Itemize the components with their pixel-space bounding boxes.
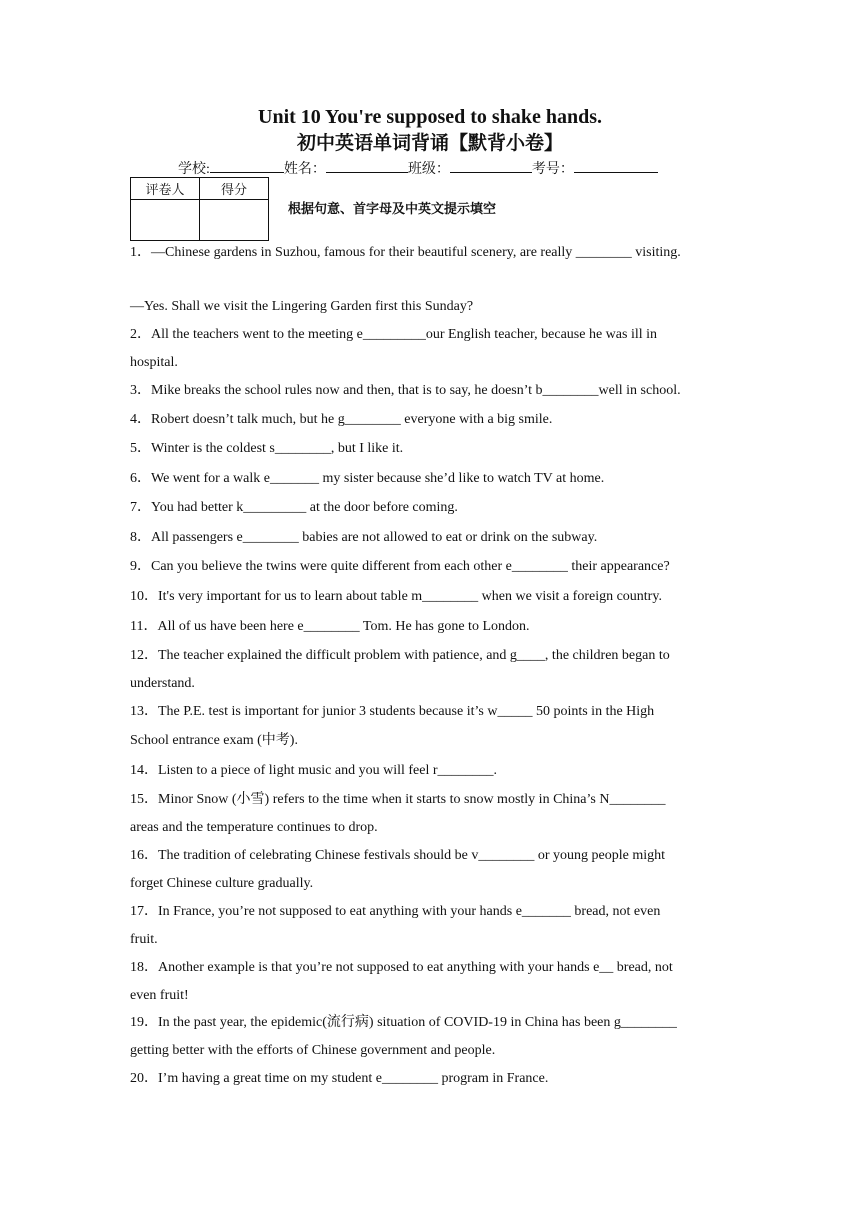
score-cell[interactable] bbox=[200, 200, 269, 241]
question-line: 10．It's very important for us to learn about table m________ when we visit a foreign country. bbox=[130, 589, 662, 604]
question-line: 18．Another example is that you’re not supposed to eat anything with your hands e__ bread, not bbox=[130, 960, 673, 975]
question-line: —Yes. Shall we visit the Lingering Garden first this Sunday? bbox=[130, 299, 474, 314]
question-line: 9．Can you believe the twins were quite different from each other e________ their appearance? bbox=[130, 559, 670, 574]
score-table bbox=[130, 177, 269, 241]
question-line: 13．The P.E. test is important for junior 3 students because it’s w_____ 50 points in the High bbox=[130, 704, 655, 719]
school-label: 学校: bbox=[178, 162, 210, 177]
exam-number-blank[interactable] bbox=[574, 158, 658, 173]
page-subtitle: 初中英语单词背诵【默背小卷】 bbox=[296, 132, 563, 154]
question-line: 19．In the past year, the epidemic(流行病) situation of COVID-19 in China has been g________ bbox=[130, 1015, 677, 1030]
question-line: getting better with the efforts of Chinese government and people. bbox=[130, 1043, 496, 1058]
question-line: 14．Listen to a piece of light music and you will feel r________. bbox=[130, 763, 498, 778]
question-line: 4．Robert doesn’t talk much, but he g________ everyone with a big smile. bbox=[130, 412, 553, 427]
question-line: fruit. bbox=[130, 932, 158, 947]
question-line: understand. bbox=[130, 676, 195, 691]
score-header: 得分 bbox=[200, 178, 269, 200]
grader-header: 评卷人 bbox=[131, 178, 200, 200]
question-line: 1．—Chinese gardens in Suzhou, famous for their beautiful scenery, are really ________ visiting. bbox=[130, 245, 681, 260]
name-blank[interactable] bbox=[326, 158, 408, 173]
question-line: 11．All of us have been here e________ Tom. He has gone to London. bbox=[130, 619, 530, 634]
question-line: 8．All passengers e________ babies are not allowed to eat or drink on the subway. bbox=[130, 530, 598, 545]
school-blank[interactable] bbox=[210, 158, 284, 173]
name-label: 姓名： bbox=[283, 162, 326, 177]
question-line: 2．All the teachers went to the meeting e_________our English teacher, because he was ill in bbox=[130, 327, 658, 342]
exam-number-label: 考号： bbox=[531, 162, 574, 177]
question-line: 17．In France, you’re not supposed to eat anything with your hands e_______ bread, not even bbox=[130, 904, 661, 919]
question-line: 20．I’m having a great time on my student e________ program in France. bbox=[130, 1071, 549, 1086]
question-line: School entrance exam (中考). bbox=[130, 733, 298, 748]
question-line: 3．Mike breaks the school rules now and then, that is to say, he doesn’t b________well in school. bbox=[130, 383, 681, 398]
section-instruction: 根据句意、首字母及中英文提示填空 bbox=[288, 202, 497, 217]
question-line: 5．Winter is the coldest s________, but I like it. bbox=[130, 441, 404, 456]
question-line: areas and the temperature continues to drop. bbox=[130, 820, 378, 835]
grader-cell[interactable] bbox=[131, 200, 200, 241]
question-line: 6．We went for a walk e_______ my sister because she’d like to watch TV at home. bbox=[130, 471, 605, 486]
question-line: even fruit! bbox=[130, 988, 189, 1003]
question-line: 16．The tradition of celebrating Chinese festivals should be v________ or young people might bbox=[130, 848, 666, 863]
question-line: forget Chinese culture gradually. bbox=[130, 876, 314, 891]
class-label: 班级： bbox=[407, 162, 450, 177]
question-line: 12．The teacher explained the difficult problem with patience, and g____, the children began to bbox=[130, 648, 670, 663]
class-blank[interactable] bbox=[450, 158, 532, 173]
question-line: 7．You had better k_________ at the door before coming. bbox=[130, 500, 458, 515]
page-title: Unit 10 You're supposed to shake hands. bbox=[258, 106, 602, 128]
question-line: 15．Minor Snow (小雪) refers to the time when it starts to snow mostly in China’s N________ bbox=[130, 792, 666, 807]
question-line: hospital. bbox=[130, 355, 178, 370]
